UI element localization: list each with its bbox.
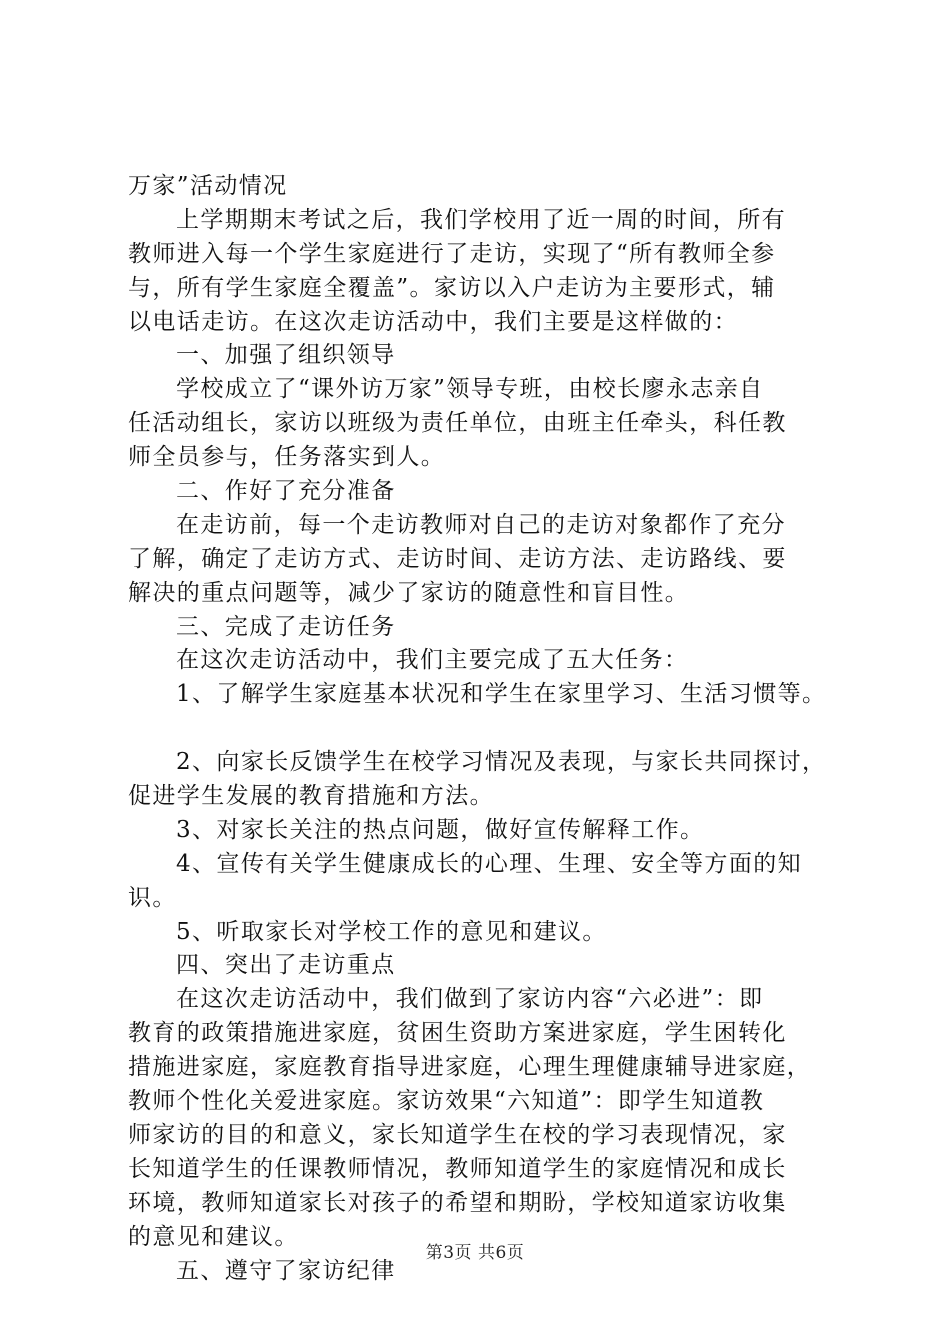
text-line: 识。 xyxy=(128,884,177,911)
section-heading: 五、遵守了家访纪律 xyxy=(176,1257,396,1284)
text-line: 师家访的目的和意义，家长知道学生在校的学习表现情况，家 xyxy=(128,1121,787,1148)
paragraph-line: 在这次走访活动中，我们主要完成了五大任务： xyxy=(176,647,689,674)
text-line: 教育的政策措施进家庭，贫困生资助方案进家庭，学生困转化 xyxy=(128,1020,787,1047)
list-item: 4、宣传有关学生健康成长的心理、生理、安全等方面的知 xyxy=(176,850,803,877)
text-line: 环境，教师知道家长对孩子的希望和期盼，学校知道家访收集 xyxy=(128,1189,787,1216)
text-line: 师全员参与，任务落实到人。 xyxy=(128,444,446,471)
text-line: 与，所有学生家庭全覆盖”。家访以入户走访为主要形式，辅 xyxy=(128,274,776,301)
text-line: 教师个性化关爱进家庭。家访效果“六知道”：即学生知道教 xyxy=(128,1088,765,1115)
document-body xyxy=(128,170,848,1288)
paragraph-line: 在这次走访活动中，我们做到了家访内容“六必进”：即 xyxy=(176,986,764,1013)
text-line: 万家”活动情况 xyxy=(128,173,288,199)
page-number-footer: 第3页 共6页 xyxy=(425,1243,525,1263)
text-line: 措施进家庭，家庭教育指导进家庭，心理生理健康辅导进家庭， xyxy=(128,1054,812,1081)
paragraph-line: 学校成立了“课外访万家”领导专班，由校长廖永志亲自 xyxy=(176,376,764,403)
section-heading: 四、突出了走访重点 xyxy=(176,952,396,979)
paragraph-line: 在走访前，每一个走访教师对自己的走访对象都作了充分 xyxy=(176,511,786,538)
list-item: 1、了解学生家庭基本状况和学生在家里学习、生活习惯等。 xyxy=(176,681,827,708)
text-line: 解决的重点问题等，减少了家访的随意性和盲目性。 xyxy=(128,579,690,606)
text-line: 的意见和建议。 xyxy=(128,1223,299,1250)
section-heading: 二、作好了充分准备 xyxy=(176,478,396,505)
text-line: 促进学生发展的教育措施和方法。 xyxy=(128,783,494,810)
list-item: 5、听取家长对学校工作的意见和建议。 xyxy=(176,918,607,945)
text-line: 长知道学生的任课教师情况，教师知道学生的家庭情况和成长 xyxy=(128,1155,787,1182)
text-line: 教师进入每一个学生家庭进行了走访，实现了“所有教师全参 xyxy=(128,240,776,267)
text-line: 任活动组长，家访以班级为责任单位，由班主任牵头，科任教 xyxy=(128,410,787,437)
section-heading: 三、完成了走访任务 xyxy=(176,613,396,640)
paragraph-line: 上学期期末考试之后，我们学校用了近一周的时间，所有 xyxy=(176,206,786,233)
list-item: 2、向家长反馈学生在校学习情况及表现，与家长共同探讨， xyxy=(176,749,827,776)
text-line: 以电话走访。在这次走访活动中，我们主要是这样做的： xyxy=(128,308,738,335)
blank-line xyxy=(128,712,848,746)
section-heading: 一、加强了组织领导 xyxy=(176,342,396,369)
list-item: 3、对家长关注的热点问题，做好宣传解释工作。 xyxy=(176,816,705,843)
text-line: 了解，确定了走访方式、走访时间、走访方法、走访路线、要 xyxy=(128,545,787,572)
